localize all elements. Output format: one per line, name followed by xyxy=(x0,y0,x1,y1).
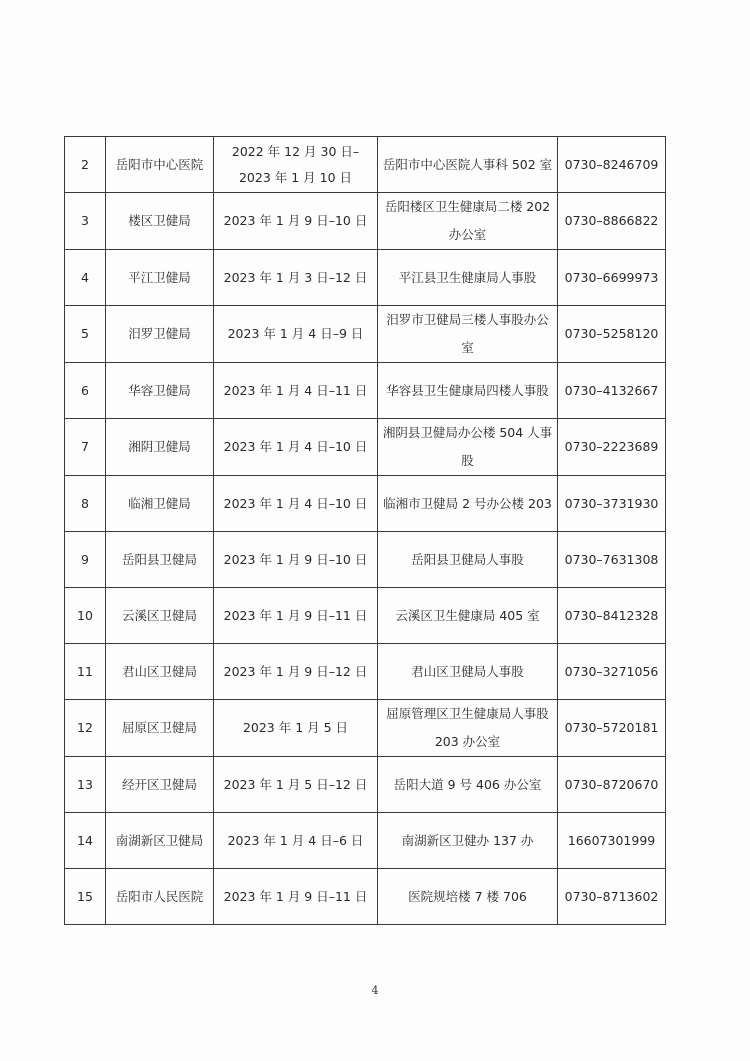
unit-name: 岳阳县卫健局 xyxy=(106,532,214,588)
unit-name: 汨罗卫健局 xyxy=(106,306,214,363)
unit-name: 南湖新区卫健局 xyxy=(106,813,214,869)
unit-name: 岳阳市人民医院 xyxy=(106,869,214,925)
row-number: 5 xyxy=(65,306,106,363)
date-range: 2023 年 1 月 9 日–11 日 xyxy=(214,869,378,925)
phone-number: 0730–8246709 xyxy=(558,137,666,193)
date-range: 2023 年 1 月 4 日–10 日 xyxy=(214,419,378,476)
unit-name: 平江卫健局 xyxy=(106,250,214,306)
table-row xyxy=(65,476,666,532)
phone-number: 0730–3271056 xyxy=(558,644,666,700)
date-range: 2023 年 1 月 5 日 xyxy=(214,700,378,757)
row-number: 15 xyxy=(65,869,106,925)
date-range: 2023 年 1 月 4 日–6 日 xyxy=(214,813,378,869)
row-number: 12 xyxy=(65,700,106,757)
row-number: 6 xyxy=(65,363,106,419)
date-range: 2023 年 1 月 9 日–11 日 xyxy=(214,588,378,644)
table-row xyxy=(65,644,666,700)
table-row xyxy=(65,193,666,250)
date-range: 2022 年 12 月 30 日–2023 年 1 月 10 日 xyxy=(214,137,378,193)
table-row xyxy=(65,306,666,363)
table-row xyxy=(65,363,666,419)
phone-number: 0730–8866822 xyxy=(558,193,666,250)
table-row xyxy=(65,813,666,869)
date-range: 2023 年 1 月 4 日–9 日 xyxy=(214,306,378,363)
location: 岳阳县卫健局人事股 xyxy=(378,532,558,588)
location: 君山区卫健局人事股 xyxy=(378,644,558,700)
phone-number: 0730–8720670 xyxy=(558,757,666,813)
table-row xyxy=(65,532,666,588)
phone-number: 0730–3731930 xyxy=(558,476,666,532)
location: 南湖新区卫健办 137 办 xyxy=(378,813,558,869)
location: 汨罗市卫健局三楼人事股办公室 xyxy=(378,306,558,363)
unit-name: 临湘卫健局 xyxy=(106,476,214,532)
date-range: 2023 年 1 月 4 日–10 日 xyxy=(214,476,378,532)
date-range: 2023 年 1 月 5 日–12 日 xyxy=(214,757,378,813)
table-row xyxy=(65,419,666,476)
row-number: 11 xyxy=(65,644,106,700)
unit-name: 楼区卫健局 xyxy=(106,193,214,250)
unit-name: 华容卫健局 xyxy=(106,363,214,419)
location: 华容县卫生健康局四楼人事股 xyxy=(378,363,558,419)
registration-schedule-table xyxy=(64,136,666,925)
date-range: 2023 年 1 月 9 日–10 日 xyxy=(214,193,378,250)
date-range: 2023 年 1 月 4 日–11 日 xyxy=(214,363,378,419)
date-range: 2023 年 1 月 9 日–12 日 xyxy=(214,644,378,700)
unit-name: 经开区卫健局 xyxy=(106,757,214,813)
date-range: 2023 年 1 月 9 日–10 日 xyxy=(214,532,378,588)
location: 医院规培楼 7 楼 706 xyxy=(378,869,558,925)
row-number: 7 xyxy=(65,419,106,476)
location: 屈原管理区卫生健康局人事股 203 办公室 xyxy=(378,700,558,757)
unit-name: 岳阳市中心医院 xyxy=(106,137,214,193)
location: 湘阴县卫健局办公楼 504 人事股 xyxy=(378,419,558,476)
location: 临湘市卫健局 2 号办公楼 203 xyxy=(378,476,558,532)
row-number: 10 xyxy=(65,588,106,644)
page-number: 4 xyxy=(371,984,379,997)
date-range: 2023 年 1 月 3 日–12 日 xyxy=(214,250,378,306)
location: 岳阳市中心医院人事科 502 室 xyxy=(378,137,558,193)
table-row xyxy=(65,700,666,757)
unit-name: 君山区卫健局 xyxy=(106,644,214,700)
location: 岳阳楼区卫生健康局二楼 202 办公室 xyxy=(378,193,558,250)
unit-name: 湘阴卫健局 xyxy=(106,419,214,476)
phone-number: 0730–6699973 xyxy=(558,250,666,306)
row-number: 9 xyxy=(65,532,106,588)
row-number: 13 xyxy=(65,757,106,813)
row-number: 14 xyxy=(65,813,106,869)
phone-number: 0730–5258120 xyxy=(558,306,666,363)
row-number: 3 xyxy=(65,193,106,250)
phone-number: 0730–8713602 xyxy=(558,869,666,925)
unit-name: 云溪区卫健局 xyxy=(106,588,214,644)
table-row xyxy=(65,250,666,306)
phone-number: 0730–2223689 xyxy=(558,419,666,476)
phone-number: 0730–4132667 xyxy=(558,363,666,419)
phone-number: 0730–7631308 xyxy=(558,532,666,588)
phone-number: 0730–8412328 xyxy=(558,588,666,644)
table-row xyxy=(65,869,666,925)
row-number: 2 xyxy=(65,137,106,193)
row-number: 4 xyxy=(65,250,106,306)
table-row xyxy=(65,588,666,644)
table-row xyxy=(65,137,666,193)
table-row xyxy=(65,757,666,813)
phone-number: 0730–5720181 xyxy=(558,700,666,757)
location: 岳阳大道 9 号 406 办公室 xyxy=(378,757,558,813)
row-number: 8 xyxy=(65,476,106,532)
location: 平江县卫生健康局人事股 xyxy=(378,250,558,306)
table-body xyxy=(65,137,666,925)
phone-number: 16607301999 xyxy=(558,813,666,869)
location: 云溪区卫生健康局 405 室 xyxy=(378,588,558,644)
unit-name: 屈原区卫健局 xyxy=(106,700,214,757)
